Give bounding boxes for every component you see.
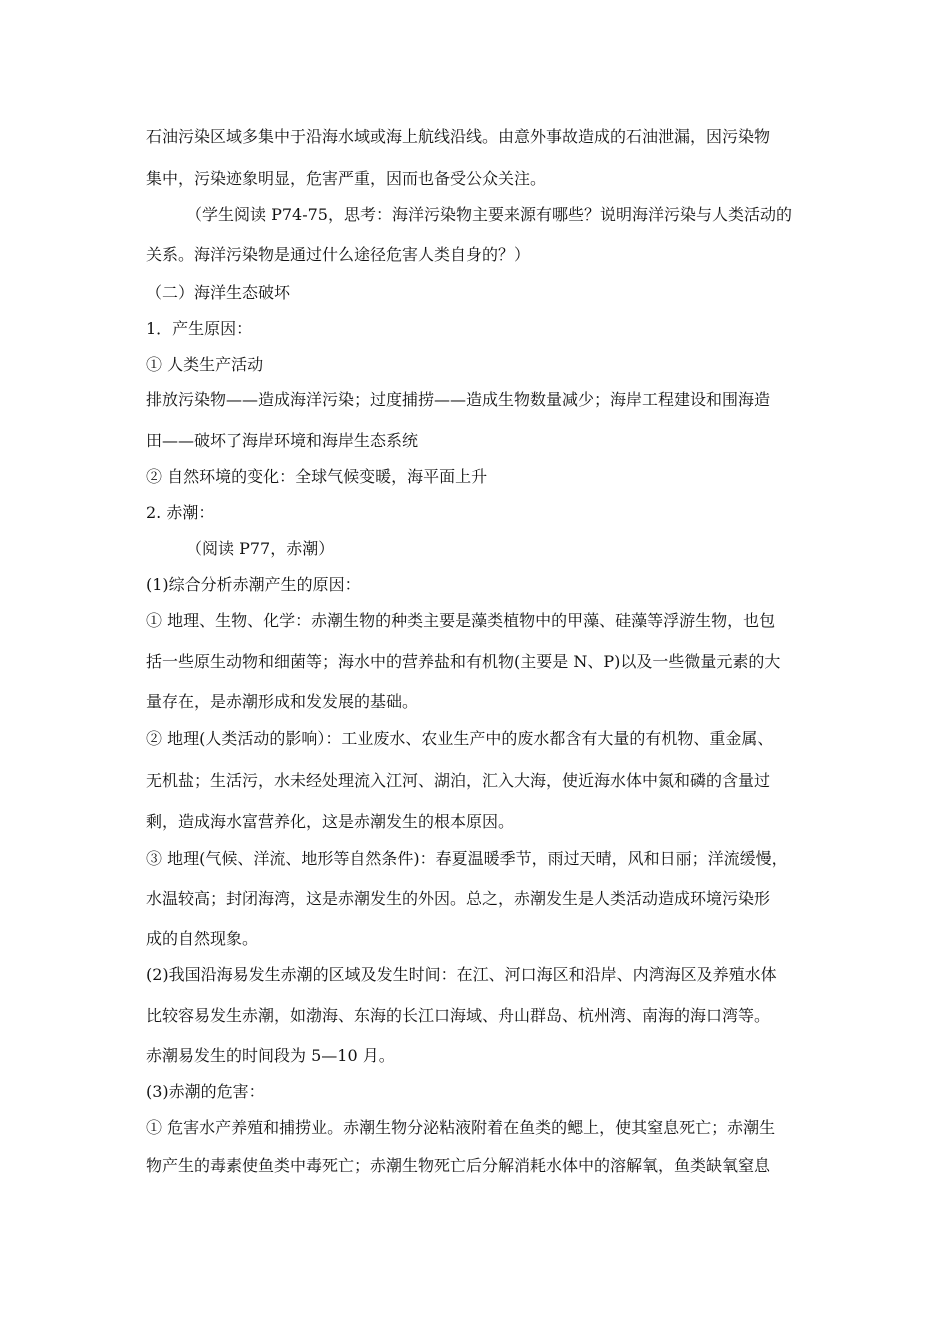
text-line: 物产生的毒素使鱼类中毒死亡；赤潮生物死亡后分解消耗水体中的溶解氧，鱼类缺氧窒息: [146, 1156, 771, 1175]
text-line: 排放污染物——造成海洋污染；过度捕捞——造成生物数量减少；海岸工程建设和围海造: [146, 390, 771, 409]
text-line: ① 人类生产活动: [146, 355, 264, 374]
text-line: 成的自然现象。: [146, 929, 259, 948]
text-line: （阅读 P77，赤潮）: [186, 539, 335, 558]
text-line: 括一些原生动物和细菌等；海水中的营养盐和有机物(主要是 N、P)以及一些微量元素的大: [146, 652, 781, 671]
text-line: ② 自然环境的变化：全球气候变暖，海平面上升: [146, 467, 488, 486]
text-line: ② 地理(人类活动的影响）：工业废水、农业生产中的废水都含有大量的有机物、重金属、: [146, 729, 774, 748]
text-line: 石油污染区域多集中于沿海水域或海上航线沿线。由意外事故造成的石油泄漏，因污染物: [146, 127, 771, 146]
text-line: 量存在，是赤潮形成和发发展的基础。: [146, 692, 419, 711]
text-line: 比较容易发生赤潮，如渤海、东海的长江口海域、舟山群岛、杭州湾、南海的海口湾等。: [146, 1006, 771, 1025]
text-line: 无机盐；生活污，水未经处理流入江河、湖泊，汇入大海，使近海水体中氮和磷的含量过: [146, 771, 771, 790]
text-line: (1)综合分析赤潮产生的原因：: [146, 575, 361, 594]
text-line: 2. 赤潮：: [146, 503, 215, 522]
text-line: （学生阅读 P74-75，思考：海洋污染物主要来源有哪些？说明海洋污染与人类活动的: [186, 205, 792, 224]
text-line: (2)我国沿海易发生赤潮的区域及发生时间：在江、河口海区和沿岸、内湾海区及养殖水体: [146, 965, 777, 984]
text-line: 关系。海洋污染物是通过什么途径危害人类自身的？）: [146, 245, 531, 264]
text-line: (3)赤潮的危害：: [146, 1082, 265, 1101]
text-line: ③ 地理(气候、洋流、地形等自然条件)：春夏温暖季节，雨过天晴，风和日丽；洋流缓慢，: [146, 849, 788, 868]
text-line: 赤潮易发生的时间段为 5—10 月。: [146, 1046, 395, 1065]
text-line: 剩，造成海水富营养化，这是赤潮发生的根本原因。: [146, 812, 515, 831]
text-line: ① 地理、生物、化学：赤潮生物的种类主要是藻类植物中的甲藻、硅藻等浮游生物，也包: [146, 611, 776, 630]
text-line: 集中，污染迹象明显，危害严重，因而也备受公众关注。: [146, 169, 547, 188]
text-line: 1．产生原因：: [146, 319, 253, 338]
text-line: 田——破坏了海岸环境和海岸生态系统: [146, 431, 419, 450]
section-heading: （二）海洋生态破坏: [146, 283, 291, 302]
text-line: ① 危害水产养殖和捕捞业。赤潮生物分泌粘液附着在鱼类的鳃上，使其窒息死亡；赤潮生: [146, 1118, 776, 1137]
text-line: 水温较高；封闭海湾，这是赤潮发生的外因。总之，赤潮发生是人类活动造成环境污染形: [146, 889, 771, 908]
